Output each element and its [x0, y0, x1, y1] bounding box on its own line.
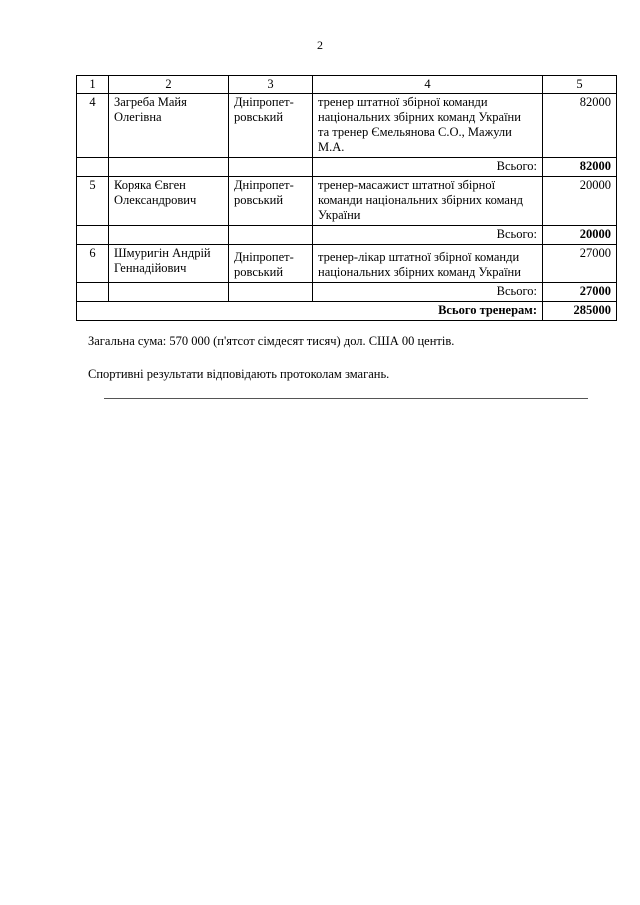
header-cell: 5 [543, 76, 617, 94]
grand-total-row [77, 302, 617, 321]
subtotal-label: Всього: [313, 226, 543, 245]
header-cell: 3 [229, 76, 313, 94]
region-line: ровський [234, 110, 284, 124]
total-sum-text: Загальна сума: 570 000 (п'ятсот сімдесят тисяч) дол. США 00 центів. [88, 334, 455, 348]
position-line: тренер штатної збірної команди [318, 95, 488, 109]
table-header-row [77, 76, 617, 94]
region [229, 94, 313, 158]
header-cell: 4 [313, 76, 543, 94]
row-number: 6 [77, 245, 109, 283]
subtotal-amount: 82000 [543, 158, 617, 177]
position-line: тренер-масажист штатної збірної [318, 178, 496, 192]
table-row [77, 94, 617, 158]
position-line: та тренер Ємельянова С.О., Мажули [318, 125, 512, 139]
subtotal-label: Всього: [313, 158, 543, 177]
name-line: Загреба Майя [114, 95, 187, 109]
region-line: Дніпропет- [234, 250, 294, 264]
subtotal-row [77, 158, 617, 177]
header-cell: 2 [109, 76, 229, 94]
region [229, 245, 313, 283]
name-line: Олександрович [114, 193, 197, 207]
subtotal-row [77, 283, 617, 302]
region-line: Дніпропет- [234, 178, 294, 192]
amount: 82000 [543, 94, 617, 158]
position [313, 245, 543, 283]
position-line: України [318, 208, 361, 222]
results-text: Спортивні результати відповідають протоколам змагань. [88, 367, 390, 381]
position-line: М.А. [318, 140, 345, 154]
table-row [77, 177, 617, 226]
coach-name [109, 94, 229, 158]
region [229, 177, 313, 226]
position-line: національних збірних команд України [318, 110, 521, 124]
row-number: 4 [77, 94, 109, 158]
position-line: тренер-лікар штатної збірної команди [318, 250, 520, 264]
amount: 27000 [543, 245, 617, 283]
subtotal-amount: 27000 [543, 283, 617, 302]
grand-total-label: Всього тренерам: [77, 302, 543, 321]
subtotal-row [77, 226, 617, 245]
coaches-award-table [76, 75, 617, 321]
row-number: 5 [77, 177, 109, 226]
position [313, 94, 543, 158]
subtotal-amount: 20000 [543, 226, 617, 245]
region-line: ровський [234, 193, 284, 207]
name-line: Геннадійович [114, 261, 187, 275]
position [313, 177, 543, 226]
header-cell: 1 [77, 76, 109, 94]
name-line: Шмуригін Андрій [114, 246, 211, 260]
coach-name [109, 245, 229, 283]
page-number: 2 [317, 38, 323, 52]
amount: 20000 [543, 177, 617, 226]
coach-name [109, 177, 229, 226]
region-line: ровський [234, 265, 284, 279]
subtotal-label: Всього: [313, 283, 543, 302]
grand-total-amount: 285000 [543, 302, 617, 321]
horizontal-rule [104, 398, 588, 399]
name-line: Коряка Євген [114, 178, 186, 192]
name-line: Олегівна [114, 110, 162, 124]
position-line: команди національних збірних команд [318, 193, 524, 207]
region-line: Дніпропет- [234, 95, 294, 109]
position-line: національних збірних команд України [318, 265, 521, 279]
table-row [77, 245, 617, 283]
